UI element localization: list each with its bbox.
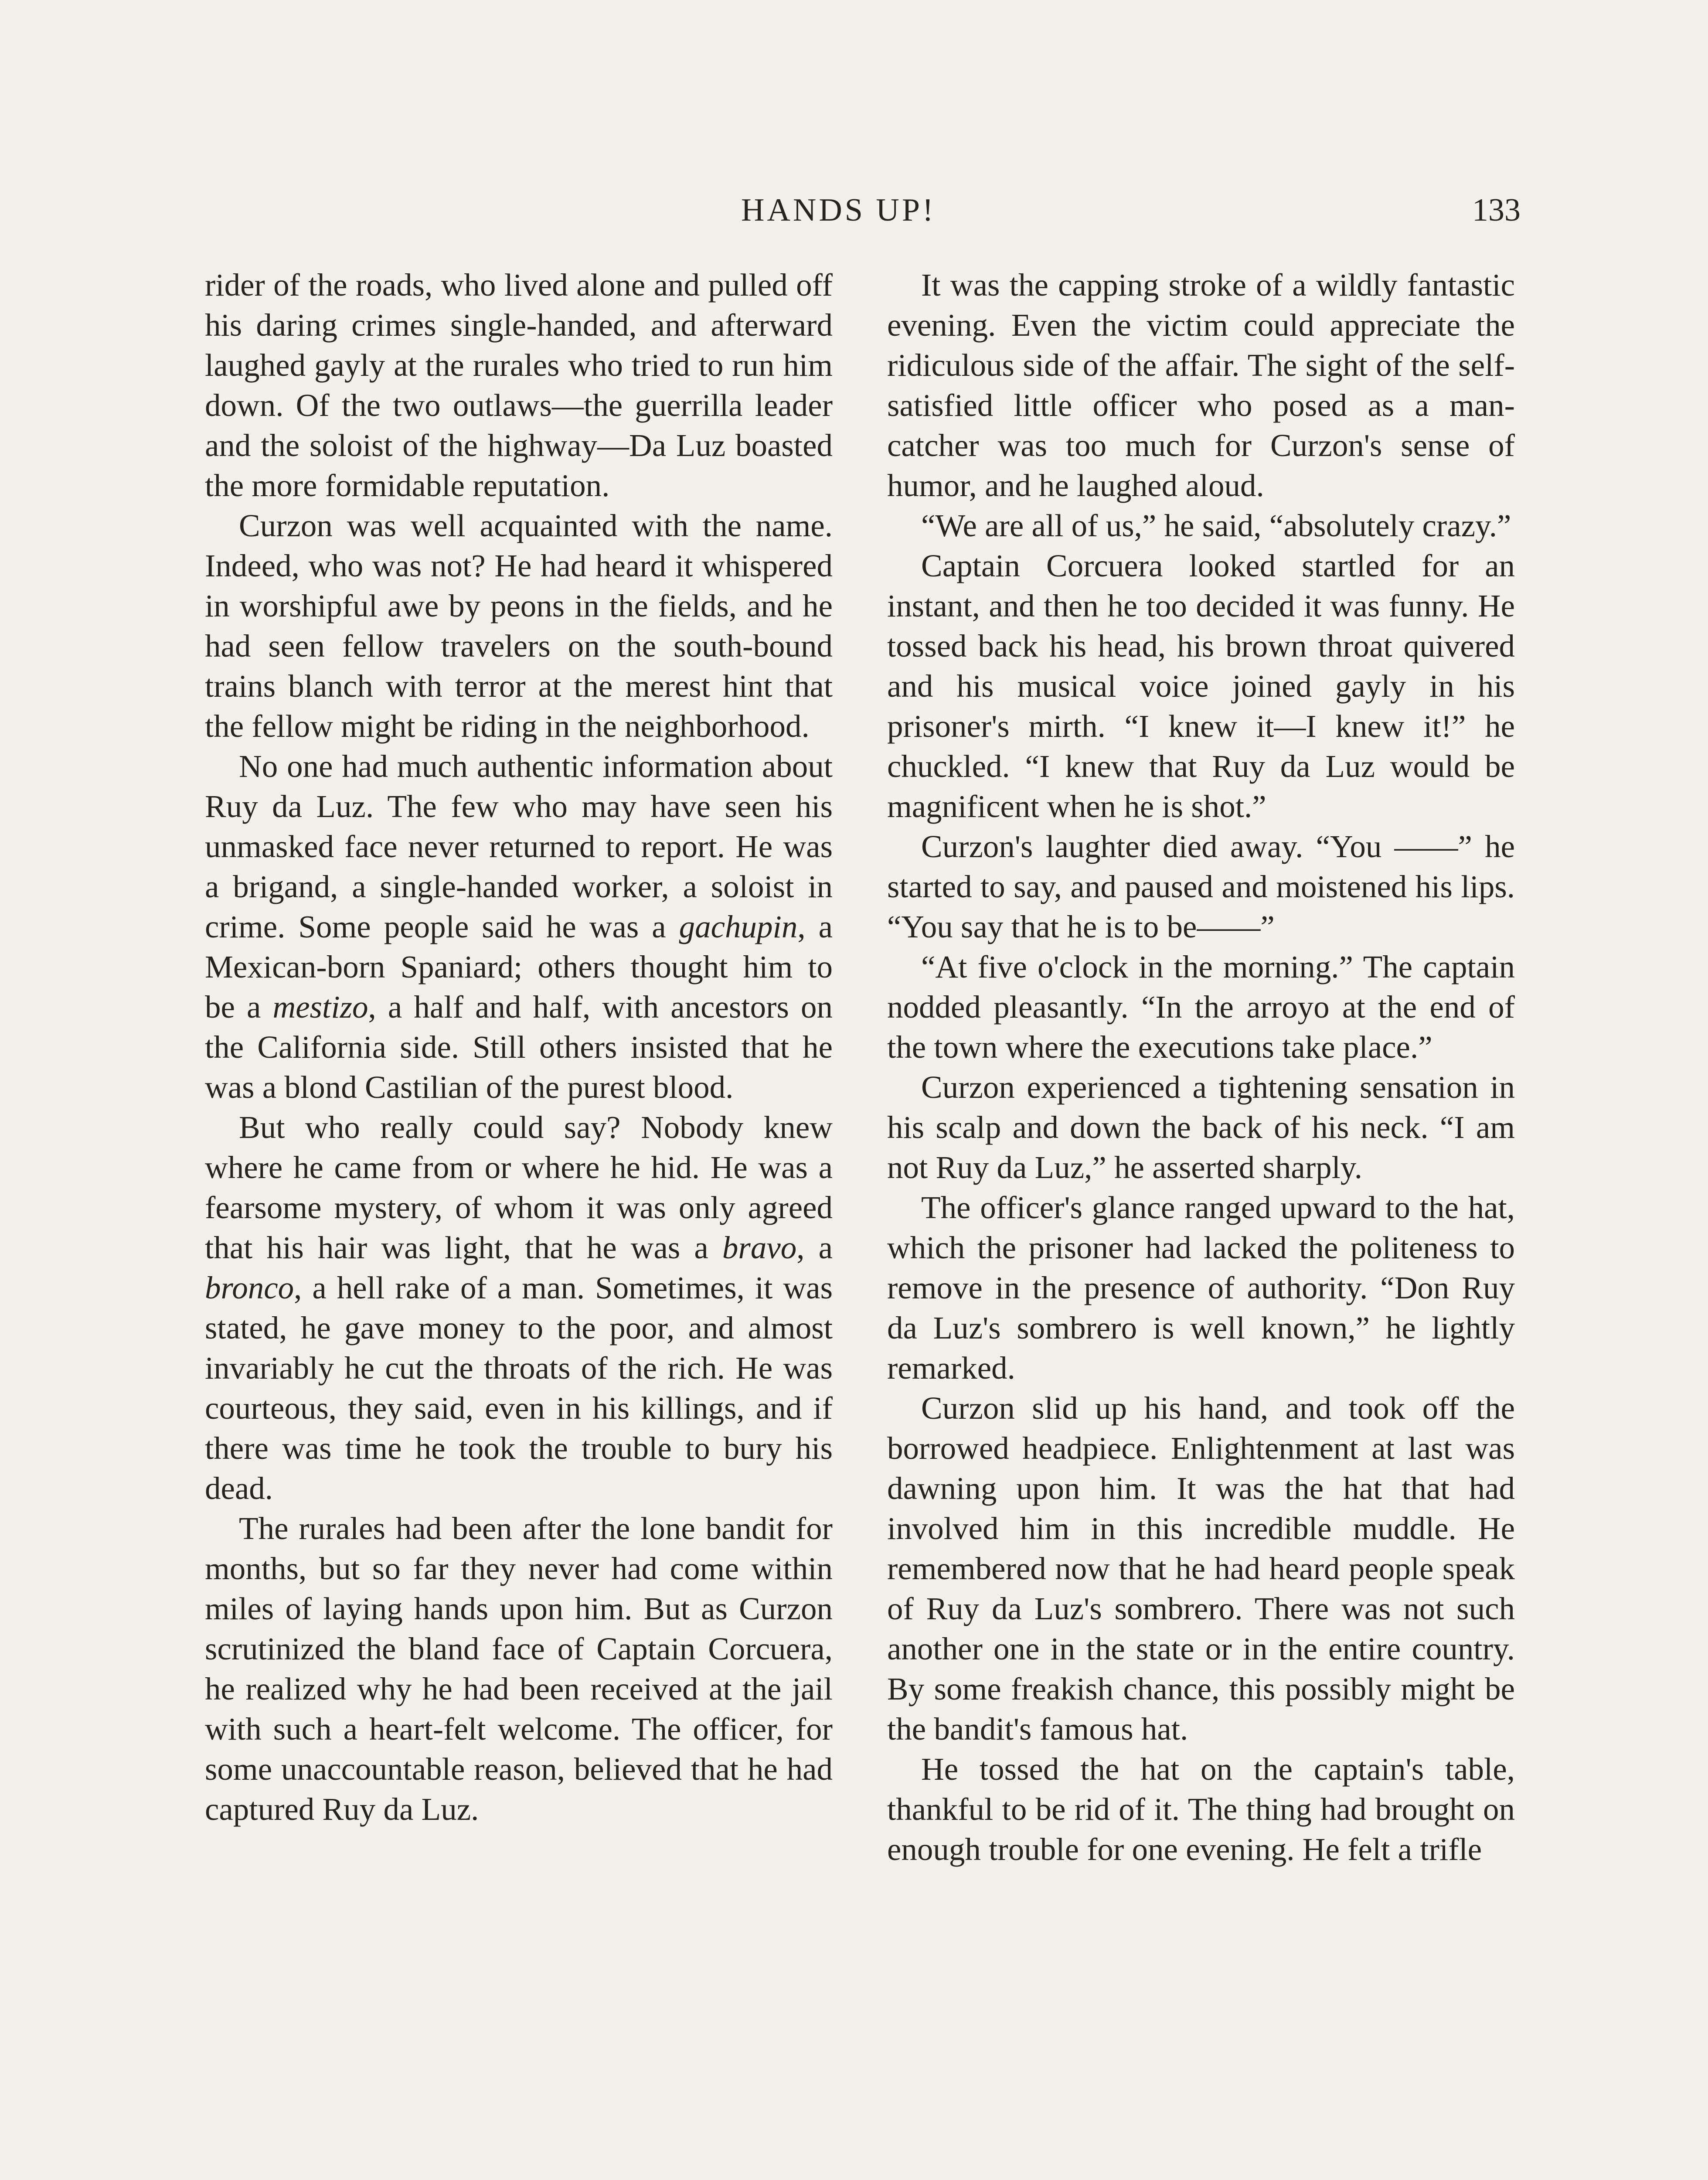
paragraph-text: , a hell rake of a man. Sometimes, it was stated, he gave money to the poor, and almost invariably he cut the throats of the rich. He was courteous, they said, even in his killings, and if there was time he took the trouble to bury his dead. [205, 1270, 833, 1506]
italic-word: mestizo [272, 989, 368, 1025]
paragraph-text: , a [796, 1230, 833, 1265]
paragraph: Curzon's laughter died away. “You ——” he started to say, and paused and moistened his lips. “You say that he is to be——” [887, 829, 1515, 944]
paragraph: Captain Corcuera looked startled for an instant, and then he too decided it was funny. He tossed back his head, his brown throat quivered and his musical voice joined gayly in his prisoner's mirth. “I knew it—I knew it!” he chuckled. “I knew that Ruy da Luz would be magnificent when he is shot.” [887, 548, 1515, 824]
paragraph-continued: rider of the roads, who lived alone and pulled off his daring crimes single-handed, and afterward laughed gayly at the rurales who tried to run him down. Of the two outlaws—the guerrilla leader and the soloist of the highway—Da Luz boasted the more formidable reputation. [205, 267, 833, 503]
right-text-column [887, 265, 1515, 1870]
italic-word: gachupin [679, 909, 798, 944]
paragraph [205, 1107, 833, 1509]
paragraph-text: But who really could say? Nobody knew where he came from or where he hid. He was a fearsome mystery, of whom it was only agreed that his hair was light, that he was a [205, 1110, 833, 1265]
paragraph: Curzon slid up his hand, and took off the borrowed headpiece. Enlightenment at last was dawning upon him. It was the hat that had involved him in this incredible muddle. He remembered now that he had heard people speak of Ruy da Luz's sombrero. There was not such another one in the state or in the entire country. By some freakish chance, this possibly might be the bandit's famous hat. [887, 1390, 1515, 1747]
italic-word: bronco [205, 1270, 294, 1305]
paragraph: Curzon was well acquainted with the name. Indeed, who was not? He had heard it whispered in worshipful awe by peons in the fields, and he had seen fellow travelers on the south-bound trains blanch with terror at the merest hint that the fellow might be riding in the neighborhood. [205, 508, 833, 744]
left-text-column [205, 265, 833, 1829]
paragraph: Curzon experienced a tightening sensation in his scalp and down the back of his neck. “I am not Ruy da Luz,” he asserted sharply. [887, 1070, 1515, 1185]
paragraph [205, 746, 833, 1107]
paragraph: The rurales had been after the lone bandit for months, but so far they never had come within miles of laying hands upon him. But as Curzon scrutinized the bland face of Captain Corcuera, he realized why he had been received at the jail with such a heart-felt welcome. The officer, for some unaccountable reason, believed that he had captured Ruy da Luz. [205, 1511, 833, 1827]
paragraph: “At five o'clock in the morning.” The captain nodded pleasantly. “In the arroyo at the end of the town where the executions take place.” [887, 949, 1515, 1065]
paragraph: It was the capping stroke of a wildly fantastic evening. Even the victim could appreciate the ridiculous side of the affair. The sight of the self-satisfied little officer who posed as a man-catcher was too much for Curzon's sense of humor, and he laughed aloud. [887, 267, 1515, 503]
running-head-title: HANDS UP! [741, 192, 936, 228]
italic-word: bravo [722, 1230, 797, 1265]
paragraph-text: , a half and half, with ancestors on the California side. Still others insisted that he was a blond Castilian of the purest blood. [205, 989, 833, 1105]
paragraph: He tossed the hat on the captain's table, thankful to be rid of it. The thing had brought on enough trouble for one evening. He felt a trifle [887, 1751, 1515, 1867]
paragraph-text: , a Mexican-born Spaniard; others thought him to be a [205, 909, 833, 1025]
paragraph-text: No one had much authentic information about Ruy da Luz. The few who may have seen his unmasked face never returned to report. He was a brigand, a single-handed worker, a soloist in crime. Some people said he was a [205, 749, 833, 944]
page-number: 133 [1472, 192, 1521, 228]
paragraph: The officer's glance ranged upward to the hat, which the prisoner had lacked the politeness to remove in the presence of authority. “Don Ruy da Luz's sombrero is well known,” he lightly remarked. [887, 1190, 1515, 1386]
paragraph: “We are all of us,” he said, “absolutely crazy.” [921, 508, 1511, 543]
